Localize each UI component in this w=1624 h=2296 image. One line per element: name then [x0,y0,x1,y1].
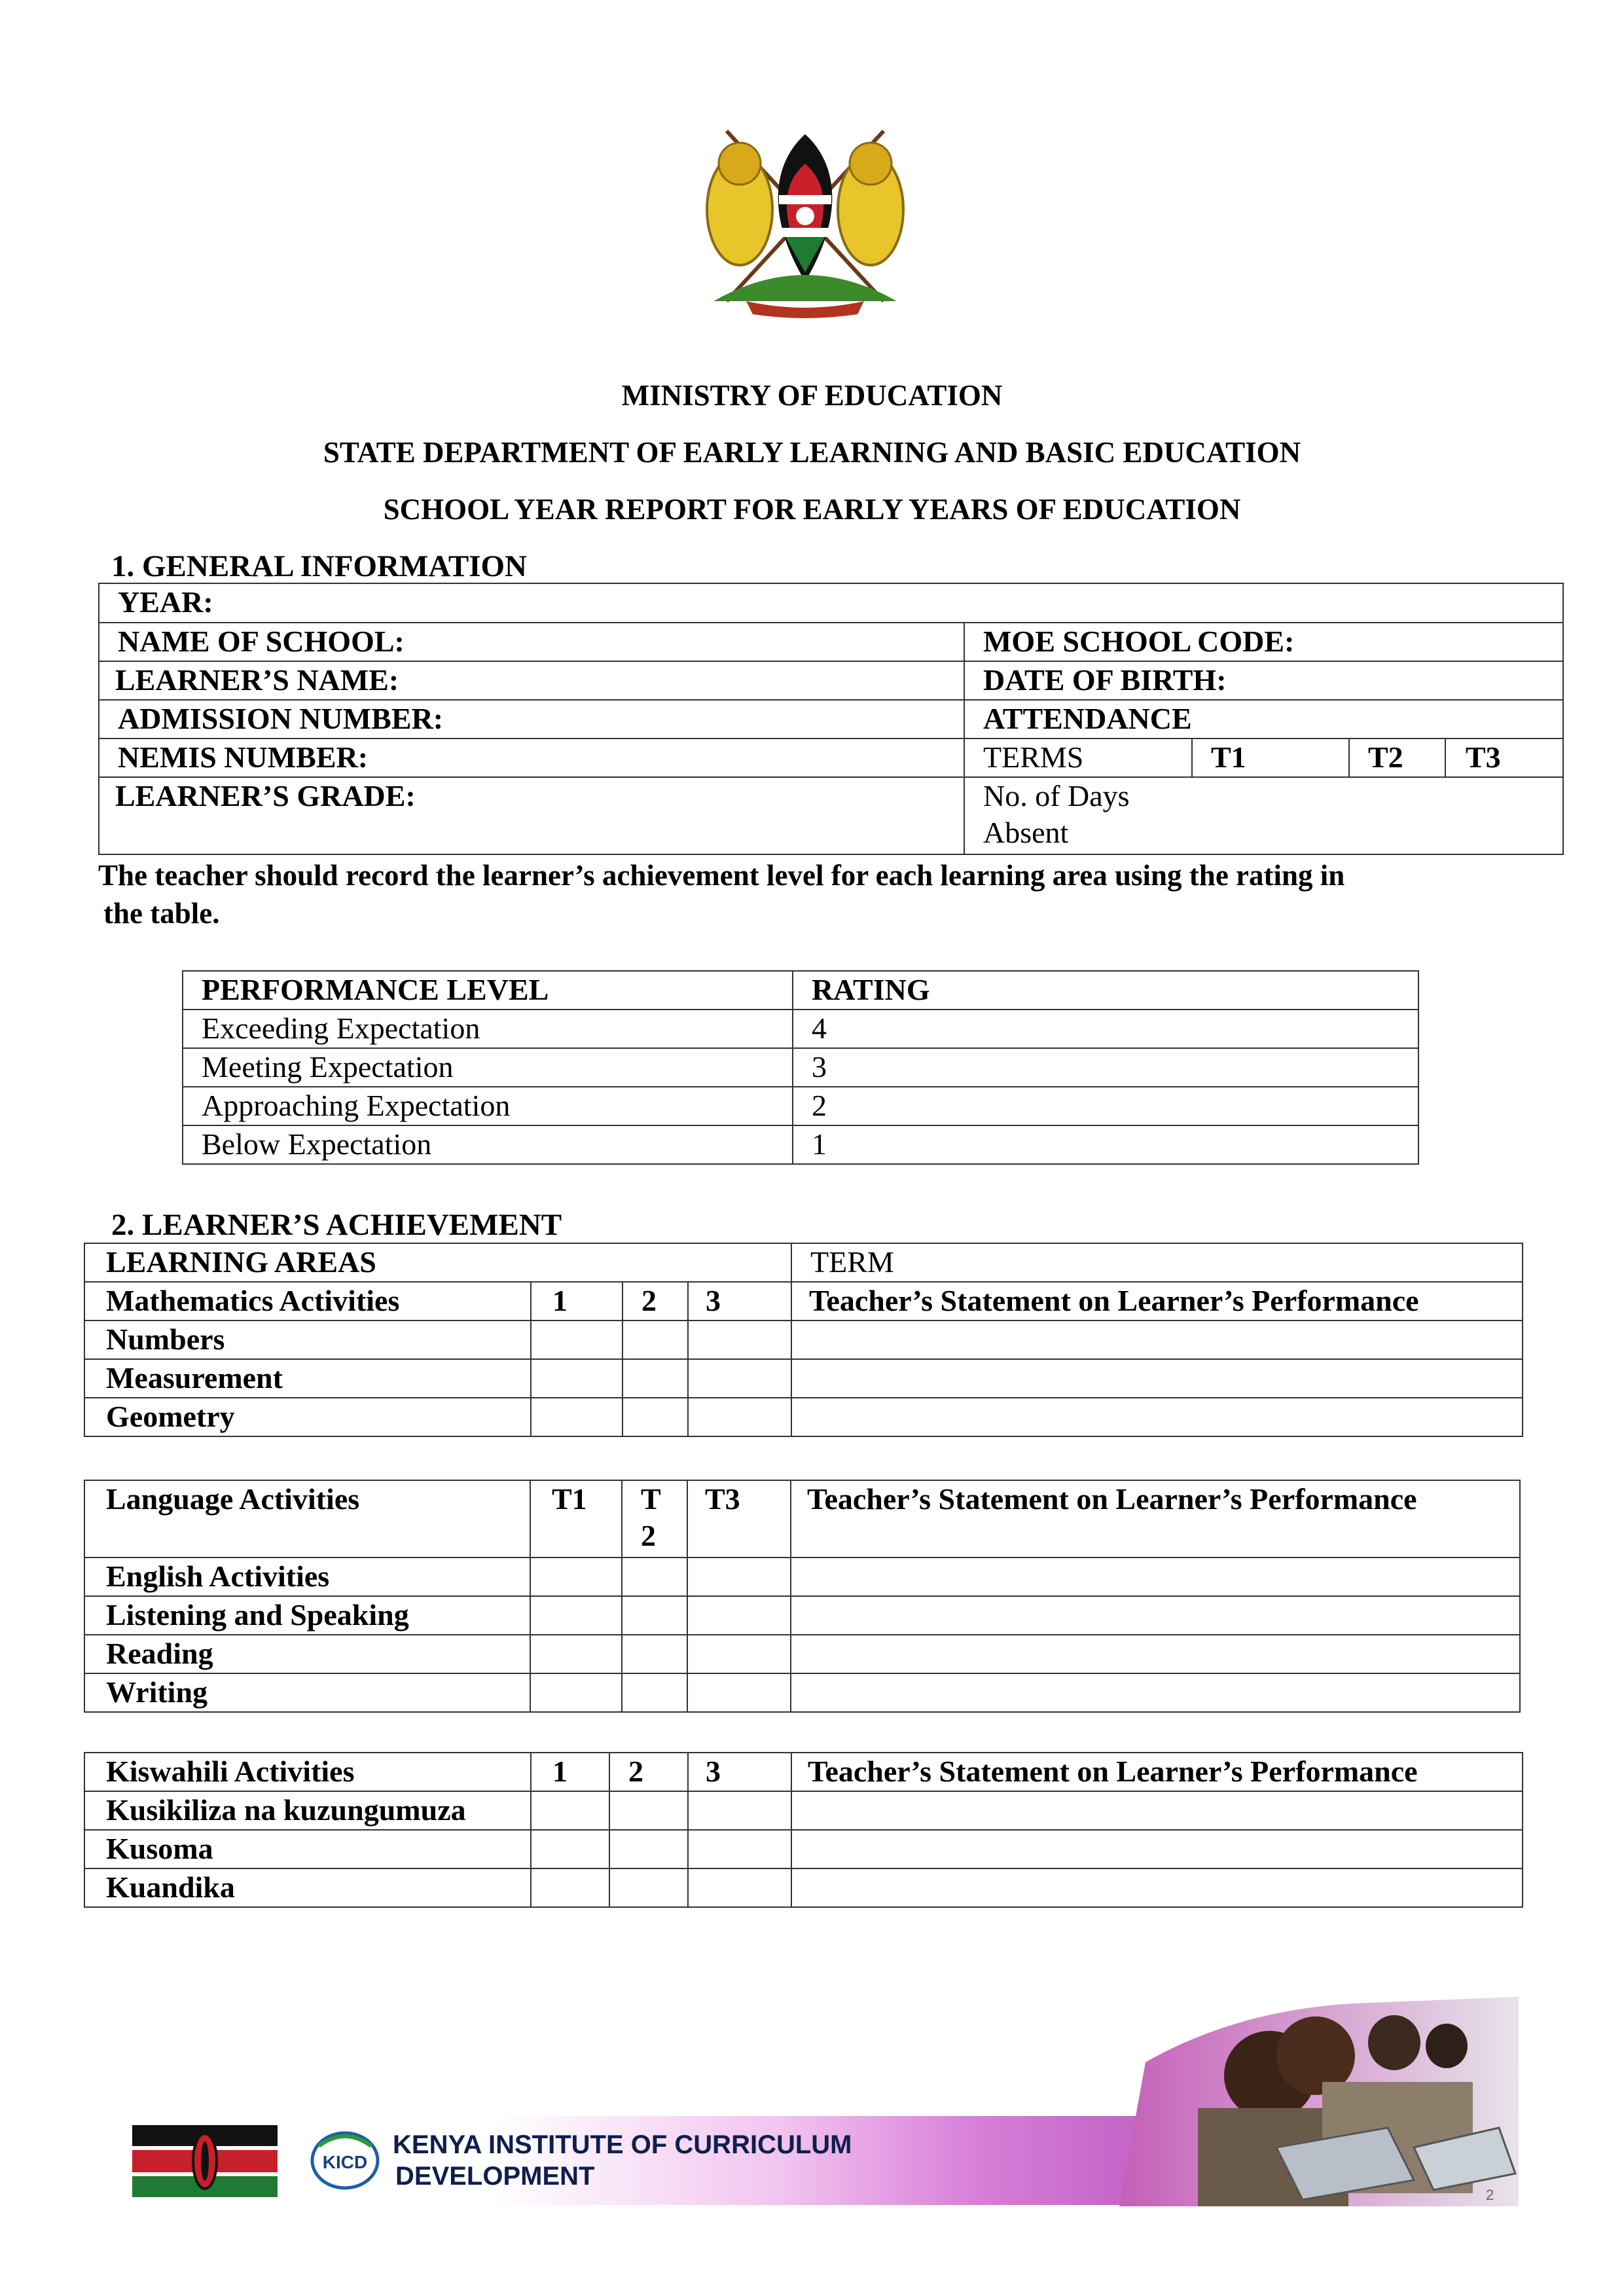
statement-header: Teacher’s Statement on Learner’s Performance [791,1753,1523,1791]
school-code-field[interactable]: MOE SCHOOL CODE: [964,623,1563,661]
term-1-header: T1 [1192,738,1349,777]
language-title: Language Activities [84,1480,530,1558]
ministry-title: MINISTRY OF EDUCATION [621,379,1003,412]
days-absent-label: No. of Days Absent [964,777,1563,854]
footer-org-line-1: KENYA INSTITUTE OF CURRICULUM [393,2130,852,2159]
kiswahili-title: Kiswahili Activities [84,1753,531,1791]
grade-field[interactable]: LEARNER’S GRADE: [99,777,964,854]
department-title: STATE DEPARTMENT OF EARLY LEARNING AND BASIC EDUCATION [323,436,1301,469]
term-3-header: T3 [1445,738,1563,777]
table-row: Numbers [84,1321,531,1359]
year-field[interactable]: YEAR: [99,583,1563,623]
table-row: Kusoma [84,1830,531,1868]
school-name-field[interactable]: NAME OF SCHOOL: [99,623,964,661]
table-row: Geometry [84,1398,531,1436]
terms-label: TERMS [964,738,1192,777]
language-table: Language Activities T1 T 2 T3 Teacher’s Statement on Learner’s Performance English Activities Listening and Speaking Reading Writing [84,1480,1521,1713]
svg-text:KICD: KICD [322,2152,368,2172]
table-row: Writing [84,1673,530,1712]
table-row: Kuandika [84,1868,531,1907]
table-row: English Activities [84,1558,530,1596]
statement-header: Teacher’s Statement on Learner’s Performance [791,1282,1523,1321]
nemis-number-field[interactable]: NEMIS NUMBER: [99,738,964,777]
svg-text:2: 2 [1486,2187,1494,2203]
table-row: Exceeding Expectation [183,1010,793,1048]
table-row: Measurement [84,1359,531,1398]
kenya-flag-icon [132,2125,278,2197]
attendance-label: ATTENDANCE [964,700,1563,738]
general-info-table [98,583,1564,855]
dob-field[interactable]: DATE OF BIRTH: [964,661,1563,700]
rating-table: PERFORMANCE LEVEL RATING Exceeding Expectation 4 Meeting Expectation 3 Approaching Expectation 2 Below Expectation 1 [182,970,1419,1165]
general-info-heading: 1. GENERAL INFORMATION [111,549,527,583]
students-photo [1106,1984,1519,2206]
instruction-line-2: the table. [103,897,220,930]
report-title: SCHOOL YEAR REPORT FOR EARLY YEARS OF EDUCATION [383,493,1241,526]
table-row: Kusikiliza na kuzungumuza [84,1791,531,1830]
table-row: Below Expectation [183,1125,793,1164]
statement-header: Teacher’s Statement on Learner’s Performance [791,1480,1520,1558]
footer-org-line-2: DEVELOPMENT [395,2162,595,2191]
table-row: Reading [84,1635,530,1673]
kiswahili-table: Kiswahili Activities 1 2 3 Teacher’s Statement on Learner’s Performance Kusikiliza na kuzungumuza Kusoma Kuandika [84,1752,1523,1908]
learner-name-field[interactable]: LEARNER’S NAME: [99,661,964,700]
table-row: Meeting Expectation [183,1048,793,1087]
table-row: Listening and Speaking [84,1596,530,1635]
learning-areas-header: LEARNING AREAS [84,1243,791,1282]
rating-header: RATING [793,971,1418,1010]
term-header: TERM [791,1243,1523,1282]
math-table: LEARNING AREAS TERM Mathematics Activities 1 2 3 Teacher’s Statement on Learner’s Performance Numbers Measurement Geometry [84,1243,1523,1437]
term-2-header: T2 [1349,738,1445,777]
coat-of-arms-logo [687,118,923,321]
performance-level-header: PERFORMANCE LEVEL [183,971,793,1010]
admission-number-field[interactable]: ADMISSION NUMBER: [99,700,964,738]
kicd-logo [309,2126,381,2192]
table-row: Approaching Expectation [183,1087,793,1125]
achievement-heading: 2. LEARNER’S ACHIEVEMENT [111,1208,562,1242]
instruction-line-1: The teacher should record the learner’s achievement level for each learning area using the rating in [98,859,1345,892]
math-title: Mathematics Activities [84,1282,531,1321]
